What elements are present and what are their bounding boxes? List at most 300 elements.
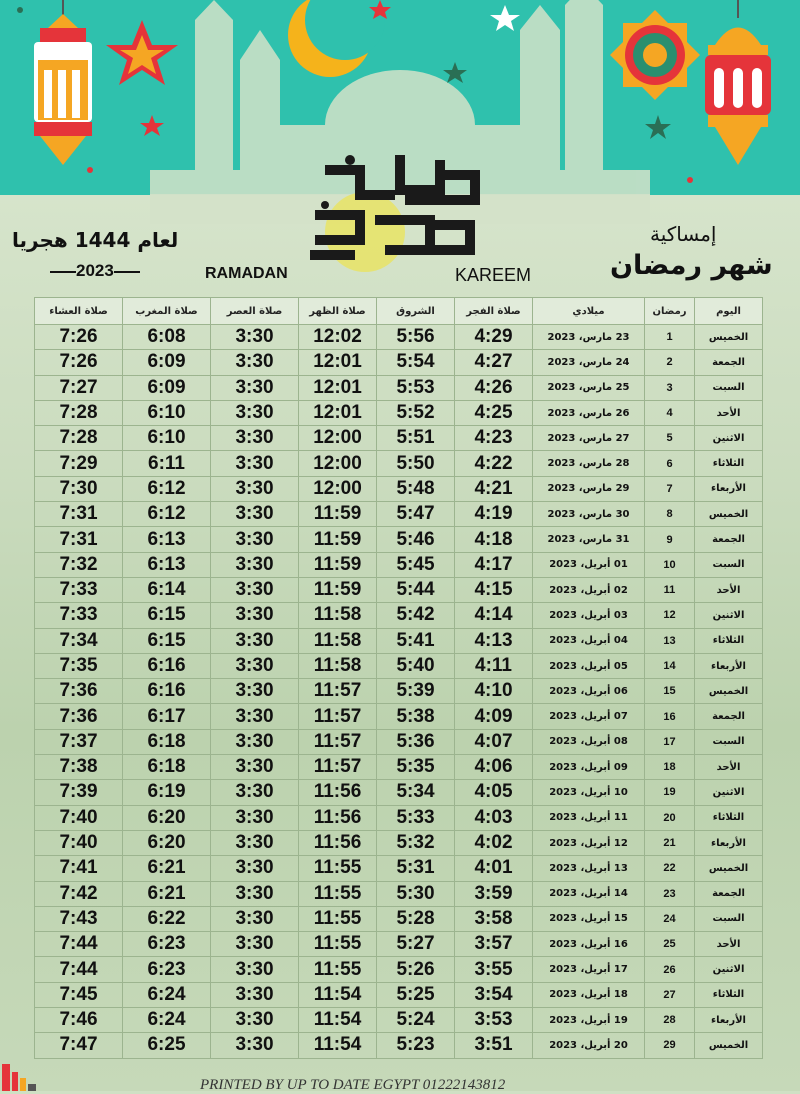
ramadan-day-number-cell: 27 — [645, 982, 695, 1007]
weekday-cell: السبت — [695, 552, 763, 577]
asr-time-cell: 3:30 — [211, 476, 299, 501]
isha-time-cell: 7:31 — [35, 527, 123, 552]
weekday-cell: الاثنين — [695, 426, 763, 451]
column-header-isha: صلاة العشاء — [35, 298, 123, 325]
sunrise-time-cell: 5:26 — [377, 957, 455, 982]
dhuhr-time-cell: 11:57 — [299, 679, 377, 704]
sunrise-time-cell: 5:27 — [377, 932, 455, 957]
sunrise-time-cell: 5:54 — [377, 350, 455, 375]
dhuhr-time-cell: 11:57 — [299, 704, 377, 729]
isha-time-cell: 7:28 — [35, 400, 123, 425]
ramadan-day-number-cell: 20 — [645, 805, 695, 830]
ramadan-day-number-cell: 12 — [645, 603, 695, 628]
isha-time-cell: 7:44 — [35, 932, 123, 957]
isha-time-cell: 7:34 — [35, 628, 123, 653]
table-row — [35, 375, 763, 400]
table-row — [35, 577, 763, 602]
ramadan-label: RAMADAN — [205, 265, 288, 282]
table-row — [35, 426, 763, 451]
fajr-time-cell: 3:53 — [455, 1008, 533, 1033]
asr-time-cell: 3:30 — [211, 881, 299, 906]
dhuhr-time-cell: 12:02 — [299, 325, 377, 350]
column-header-dhuhr: صلاة الظهر — [299, 298, 377, 325]
table-row — [35, 755, 763, 780]
ramadan-day-number-cell: 22 — [645, 856, 695, 881]
weekday-cell: الخميس — [695, 856, 763, 881]
weekday-cell: الجمعة — [695, 704, 763, 729]
asr-time-cell: 3:30 — [211, 451, 299, 476]
weekday-cell: الأربعاء — [695, 476, 763, 501]
fajr-time-cell: 4:29 — [455, 325, 533, 350]
crescent-moon-icon — [288, 0, 385, 77]
gregorian-date-cell: 25 مارس، 2023 — [533, 375, 645, 400]
fajr-time-cell: 4:09 — [455, 704, 533, 729]
dhuhr-time-cell: 11:59 — [299, 577, 377, 602]
fajr-time-cell: 4:17 — [455, 552, 533, 577]
fajr-time-cell: 4:19 — [455, 502, 533, 527]
ramadan-day-number-cell: 28 — [645, 1008, 695, 1033]
dhuhr-time-cell: 11:54 — [299, 982, 377, 1007]
gregorian-date-cell: 01 أبريل، 2023 — [533, 552, 645, 577]
maghrib-time-cell: 6:13 — [123, 527, 211, 552]
table-row — [35, 552, 763, 577]
dhuhr-time-cell: 11:55 — [299, 906, 377, 931]
isha-time-cell: 7:26 — [35, 350, 123, 375]
column-header-maghrib: صلاة المغرب — [123, 298, 211, 325]
table-row — [35, 704, 763, 729]
ramadan-kareem-logo — [290, 140, 490, 275]
weekday-cell: الجمعة — [695, 350, 763, 375]
table-row — [35, 830, 763, 855]
gregorian-date-cell: 10 أبريل، 2023 — [533, 780, 645, 805]
lantern-right-icon — [705, 0, 771, 165]
weekday-cell: الثلاثاء — [695, 451, 763, 476]
dhuhr-time-cell: 11:57 — [299, 729, 377, 754]
table-row — [35, 325, 763, 350]
ramadan-day-number-cell: 23 — [645, 881, 695, 906]
dhuhr-time-cell: 11:59 — [299, 502, 377, 527]
column-header-weekday: اليوم — [695, 298, 763, 325]
maghrib-time-cell: 6:18 — [123, 729, 211, 754]
maghrib-time-cell: 6:14 — [123, 577, 211, 602]
column-header-sunrise: الشروق — [377, 298, 455, 325]
table-row — [35, 856, 763, 881]
weekday-cell: الأربعاء — [695, 1008, 763, 1033]
column-header-asr: صلاة العصر — [211, 298, 299, 325]
weekday-cell: السبت — [695, 375, 763, 400]
table-row — [35, 729, 763, 754]
isha-time-cell: 7:32 — [35, 552, 123, 577]
sunrise-time-cell: 5:31 — [377, 856, 455, 881]
fajr-time-cell: 4:11 — [455, 653, 533, 678]
fajr-time-cell: 4:07 — [455, 729, 533, 754]
gregorian-date-cell: 24 مارس، 2023 — [533, 350, 645, 375]
asr-time-cell: 3:30 — [211, 325, 299, 350]
gregorian-date-cell: 12 أبريل، 2023 — [533, 830, 645, 855]
dhuhr-time-cell: 11:55 — [299, 957, 377, 982]
isha-time-cell: 7:31 — [35, 502, 123, 527]
ramadan-day-number-cell: 7 — [645, 476, 695, 501]
gregorian-date-cell: 27 مارس، 2023 — [533, 426, 645, 451]
asr-time-cell: 3:30 — [211, 527, 299, 552]
sunrise-time-cell: 5:56 — [377, 325, 455, 350]
dhuhr-time-cell: 11:56 — [299, 805, 377, 830]
dhuhr-time-cell: 11:58 — [299, 653, 377, 678]
fajr-time-cell: 3:57 — [455, 932, 533, 957]
isha-time-cell: 7:40 — [35, 805, 123, 830]
maghrib-time-cell: 6:09 — [123, 375, 211, 400]
asr-time-cell: 3:30 — [211, 830, 299, 855]
table-header-row — [35, 298, 763, 325]
asr-time-cell: 3:30 — [211, 679, 299, 704]
weekday-cell: الأحد — [695, 932, 763, 957]
sunrise-time-cell: 5:23 — [377, 1033, 455, 1058]
gregorian-date-cell: 02 أبريل، 2023 — [533, 577, 645, 602]
table-row — [35, 1008, 763, 1033]
prayer-timetable — [34, 297, 763, 1059]
ramadan-day-number-cell: 26 — [645, 957, 695, 982]
ramadan-day-number-cell: 15 — [645, 679, 695, 704]
isha-time-cell: 7:36 — [35, 704, 123, 729]
hijri-year: لعام 1444 هجريا — [12, 228, 179, 252]
sunrise-time-cell: 5:36 — [377, 729, 455, 754]
maghrib-time-cell: 6:12 — [123, 476, 211, 501]
dhuhr-time-cell: 12:01 — [299, 400, 377, 425]
asr-time-cell: 3:30 — [211, 426, 299, 451]
sunrise-time-cell: 5:50 — [377, 451, 455, 476]
isha-time-cell: 7:28 — [35, 426, 123, 451]
fajr-time-cell: 4:02 — [455, 830, 533, 855]
maghrib-time-cell: 6:21 — [123, 856, 211, 881]
sunrise-time-cell: 5:40 — [377, 653, 455, 678]
gregorian-date-cell: 07 أبريل، 2023 — [533, 704, 645, 729]
asr-time-cell: 3:30 — [211, 729, 299, 754]
table-row — [35, 400, 763, 425]
maghrib-time-cell: 6:15 — [123, 628, 211, 653]
asr-time-cell: 3:30 — [211, 704, 299, 729]
isha-time-cell: 7:30 — [35, 476, 123, 501]
maghrib-time-cell: 6:10 — [123, 400, 211, 425]
ornament-icon — [610, 10, 700, 100]
asr-time-cell: 3:30 — [211, 982, 299, 1007]
ramadan-day-number-cell: 10 — [645, 552, 695, 577]
sunrise-time-cell: 5:34 — [377, 780, 455, 805]
maghrib-time-cell: 6:24 — [123, 982, 211, 1007]
table-row — [35, 780, 763, 805]
fajr-time-cell: 3:55 — [455, 957, 533, 982]
asr-time-cell: 3:30 — [211, 906, 299, 931]
maghrib-time-cell: 6:20 — [123, 805, 211, 830]
ramadan-day-number-cell: 19 — [645, 780, 695, 805]
lantern-left-icon — [34, 0, 92, 165]
dhuhr-time-cell: 11:58 — [299, 628, 377, 653]
ramadan-day-number-cell: 24 — [645, 906, 695, 931]
weekday-cell: الجمعة — [695, 527, 763, 552]
weekday-cell: الثلاثاء — [695, 805, 763, 830]
fajr-time-cell: 4:15 — [455, 577, 533, 602]
sunrise-time-cell: 5:24 — [377, 1008, 455, 1033]
ramadan-day-number-cell: 14 — [645, 653, 695, 678]
fajr-time-cell: 3:59 — [455, 881, 533, 906]
ramadan-day-number-cell: 21 — [645, 830, 695, 855]
table-row — [35, 957, 763, 982]
asr-time-cell: 3:30 — [211, 957, 299, 982]
asr-time-cell: 3:30 — [211, 932, 299, 957]
maghrib-time-cell: 6:11 — [123, 451, 211, 476]
gregorian-date-cell: 04 أبريل، 2023 — [533, 628, 645, 653]
sunrise-time-cell: 5:44 — [377, 577, 455, 602]
table-row — [35, 881, 763, 906]
isha-time-cell: 7:39 — [35, 780, 123, 805]
sunrise-time-cell: 5:25 — [377, 982, 455, 1007]
ramadan-day-number-cell: 9 — [645, 527, 695, 552]
dhuhr-time-cell: 12:00 — [299, 451, 377, 476]
isha-time-cell: 7:36 — [35, 679, 123, 704]
isha-time-cell: 7:44 — [35, 957, 123, 982]
isha-time-cell: 7:37 — [35, 729, 123, 754]
ramadan-day-number-cell: 16 — [645, 704, 695, 729]
maghrib-time-cell: 6:15 — [123, 603, 211, 628]
ramadan-day-number-cell: 18 — [645, 755, 695, 780]
sunrise-time-cell: 5:52 — [377, 400, 455, 425]
dhuhr-time-cell: 11:55 — [299, 932, 377, 957]
fajr-time-cell: 4:23 — [455, 426, 533, 451]
isha-time-cell: 7:33 — [35, 603, 123, 628]
weekday-cell: الأحد — [695, 755, 763, 780]
gregorian-date-cell: 16 أبريل، 2023 — [533, 932, 645, 957]
weekday-cell: الخميس — [695, 502, 763, 527]
weekday-cell: السبت — [695, 906, 763, 931]
isha-time-cell: 7:35 — [35, 653, 123, 678]
maghrib-time-cell: 6:23 — [123, 957, 211, 982]
table-row — [35, 451, 763, 476]
gregorian-date-cell: 26 مارس، 2023 — [533, 400, 645, 425]
gregorian-date-cell: 30 مارس، 2023 — [533, 502, 645, 527]
gregorian-date-cell: 14 أبريل، 2023 — [533, 881, 645, 906]
asr-time-cell: 3:30 — [211, 755, 299, 780]
fajr-time-cell: 4:01 — [455, 856, 533, 881]
maghrib-time-cell: 6:16 — [123, 679, 211, 704]
sunrise-time-cell: 5:47 — [377, 502, 455, 527]
weekday-cell: الأحد — [695, 577, 763, 602]
gregorian-date-cell: 19 أبريل، 2023 — [533, 1008, 645, 1033]
sunrise-time-cell: 5:46 — [377, 527, 455, 552]
fajr-time-cell: 3:51 — [455, 1033, 533, 1058]
gregorian-date-cell: 18 أبريل، 2023 — [533, 982, 645, 1007]
maghrib-time-cell: 6:13 — [123, 552, 211, 577]
weekday-cell: الخميس — [695, 679, 763, 704]
isha-time-cell: 7:33 — [35, 577, 123, 602]
gregorian-date-cell: 29 مارس، 2023 — [533, 476, 645, 501]
column-header-gregorian-date: ميلادي — [533, 298, 645, 325]
maghrib-time-cell: 6:16 — [123, 653, 211, 678]
table-row — [35, 502, 763, 527]
dhuhr-time-cell: 12:01 — [299, 375, 377, 400]
asr-time-cell: 3:30 — [211, 653, 299, 678]
column-header-fajr: صلاة الفجر — [455, 298, 533, 325]
ramadan-day-number-cell: 17 — [645, 729, 695, 754]
maghrib-time-cell: 6:20 — [123, 830, 211, 855]
isha-time-cell: 7:47 — [35, 1033, 123, 1058]
fajr-time-cell: 4:21 — [455, 476, 533, 501]
sunrise-time-cell: 5:45 — [377, 552, 455, 577]
asr-time-cell: 3:30 — [211, 780, 299, 805]
ramadan-day-number-cell: 8 — [645, 502, 695, 527]
sunrise-time-cell: 5:38 — [377, 704, 455, 729]
asr-time-cell: 3:30 — [211, 350, 299, 375]
dhuhr-time-cell: 11:55 — [299, 881, 377, 906]
sunrise-time-cell: 5:33 — [377, 805, 455, 830]
sunrise-time-cell: 5:30 — [377, 881, 455, 906]
ramadan-day-number-cell: 1 — [645, 325, 695, 350]
sunrise-time-cell: 5:35 — [377, 755, 455, 780]
month-title: شهر رمضان — [610, 250, 773, 281]
table-row — [35, 932, 763, 957]
isha-time-cell: 7:46 — [35, 1008, 123, 1033]
dhuhr-time-cell: 11:59 — [299, 527, 377, 552]
maghrib-time-cell: 6:08 — [123, 325, 211, 350]
gregorian-date-cell: 08 أبريل، 2023 — [533, 729, 645, 754]
dhuhr-time-cell: 12:00 — [299, 426, 377, 451]
maghrib-time-cell: 6:17 — [123, 704, 211, 729]
ramadan-day-number-cell: 11 — [645, 577, 695, 602]
weekday-cell: الاثنين — [695, 780, 763, 805]
table-row — [35, 805, 763, 830]
table-row — [35, 653, 763, 678]
maghrib-time-cell: 6:18 — [123, 755, 211, 780]
table-row — [35, 527, 763, 552]
asr-time-cell: 3:30 — [211, 375, 299, 400]
dhuhr-time-cell: 11:56 — [299, 780, 377, 805]
fajr-time-cell: 4:22 — [455, 451, 533, 476]
fajr-time-cell: 4:14 — [455, 603, 533, 628]
ramadan-day-number-cell: 2 — [645, 350, 695, 375]
fajr-time-cell: 3:58 — [455, 906, 533, 931]
gregorian-date-cell: 31 مارس، 2023 — [533, 527, 645, 552]
weekday-cell: الثلاثاء — [695, 628, 763, 653]
asr-time-cell: 3:30 — [211, 1033, 299, 1058]
asr-time-cell: 3:30 — [211, 577, 299, 602]
maghrib-time-cell: 6:19 — [123, 780, 211, 805]
isha-time-cell: 7:45 — [35, 982, 123, 1007]
table-row — [35, 350, 763, 375]
table-row — [35, 679, 763, 704]
dhuhr-time-cell: 11:57 — [299, 755, 377, 780]
table-row — [35, 906, 763, 931]
isha-time-cell: 7:41 — [35, 856, 123, 881]
sunrise-time-cell: 5:42 — [377, 603, 455, 628]
dhuhr-time-cell: 11:58 — [299, 603, 377, 628]
table-row — [35, 628, 763, 653]
dhuhr-time-cell: 12:00 — [299, 476, 377, 501]
weekday-cell: الجمعة — [695, 881, 763, 906]
maghrib-time-cell: 6:24 — [123, 1008, 211, 1033]
asr-time-cell: 3:30 — [211, 603, 299, 628]
sunrise-time-cell: 5:53 — [377, 375, 455, 400]
weekday-cell: الخميس — [695, 1033, 763, 1058]
weekday-cell: الثلاثاء — [695, 982, 763, 1007]
sunrise-time-cell: 5:41 — [377, 628, 455, 653]
fajr-time-cell: 4:25 — [455, 400, 533, 425]
asr-time-cell: 3:30 — [211, 805, 299, 830]
printer-logo-icon — [2, 1058, 36, 1091]
isha-time-cell: 7:29 — [35, 451, 123, 476]
table-row — [35, 982, 763, 1007]
fajr-time-cell: 4:10 — [455, 679, 533, 704]
table-row — [35, 1033, 763, 1058]
ramadan-day-number-cell: 5 — [645, 426, 695, 451]
weekday-cell: الأحد — [695, 400, 763, 425]
calendar-title: إمساكية — [650, 222, 717, 246]
dhuhr-time-cell: 11:56 — [299, 830, 377, 855]
gregorian-date-cell: 13 أبريل، 2023 — [533, 856, 645, 881]
maghrib-time-cell: 6:10 — [123, 426, 211, 451]
isha-time-cell: 7:43 — [35, 906, 123, 931]
fajr-time-cell: 4:26 — [455, 375, 533, 400]
fajr-time-cell: 4:13 — [455, 628, 533, 653]
printer-credit: PRINTED BY UP TO DATE EGYPT 01222143812 — [200, 1077, 506, 1093]
asr-time-cell: 3:30 — [211, 628, 299, 653]
star-icon — [106, 20, 178, 85]
isha-time-cell: 7:38 — [35, 755, 123, 780]
gregorian-date-cell: 28 مارس، 2023 — [533, 451, 645, 476]
ramadan-day-number-cell: 25 — [645, 932, 695, 957]
table-row — [35, 603, 763, 628]
maghrib-time-cell: 6:22 — [123, 906, 211, 931]
column-header-ramadan-day: رمضان — [645, 298, 695, 325]
isha-time-cell: 7:40 — [35, 830, 123, 855]
weekday-cell: السبت — [695, 729, 763, 754]
fajr-time-cell: 4:18 — [455, 527, 533, 552]
maghrib-time-cell: 6:23 — [123, 932, 211, 957]
fajr-time-cell: 4:27 — [455, 350, 533, 375]
gregorian-date-cell: 09 أبريل، 2023 — [533, 755, 645, 780]
gregorian-date-cell: 17 أبريل، 2023 — [533, 957, 645, 982]
dhuhr-time-cell: 11:55 — [299, 856, 377, 881]
asr-time-cell: 3:30 — [211, 856, 299, 881]
gregorian-date-cell: 06 أبريل، 2023 — [533, 679, 645, 704]
gregorian-date-cell: 23 مارس، 2023 — [533, 325, 645, 350]
weekday-cell: الأربعاء — [695, 653, 763, 678]
dhuhr-time-cell: 11:54 — [299, 1008, 377, 1033]
ramadan-day-number-cell: 3 — [645, 375, 695, 400]
ramadan-day-number-cell: 13 — [645, 628, 695, 653]
dhuhr-time-cell: 11:59 — [299, 552, 377, 577]
sunrise-time-cell: 5:28 — [377, 906, 455, 931]
sunrise-time-cell: 5:48 — [377, 476, 455, 501]
gregorian-year: 2023 — [50, 261, 140, 281]
fajr-time-cell: 4:06 — [455, 755, 533, 780]
sunrise-time-cell: 5:32 — [377, 830, 455, 855]
ramadan-day-number-cell: 29 — [645, 1033, 695, 1058]
gregorian-date-cell: 20 أبريل، 2023 — [533, 1033, 645, 1058]
weekday-cell: الاثنين — [695, 957, 763, 982]
gregorian-date-cell: 11 أبريل، 2023 — [533, 805, 645, 830]
weekday-cell: الاثنين — [695, 603, 763, 628]
kareem-label: KAREEM — [455, 265, 532, 285]
dhuhr-time-cell: 11:54 — [299, 1033, 377, 1058]
maghrib-time-cell: 6:25 — [123, 1033, 211, 1058]
ramadan-day-number-cell: 4 — [645, 400, 695, 425]
sunrise-time-cell: 5:51 — [377, 426, 455, 451]
asr-time-cell: 3:30 — [211, 552, 299, 577]
asr-time-cell: 3:30 — [211, 1008, 299, 1033]
ramadan-day-number-cell: 6 — [645, 451, 695, 476]
fajr-time-cell: 4:05 — [455, 780, 533, 805]
maghrib-time-cell: 6:12 — [123, 502, 211, 527]
asr-time-cell: 3:30 — [211, 400, 299, 425]
weekday-cell: الخميس — [695, 325, 763, 350]
